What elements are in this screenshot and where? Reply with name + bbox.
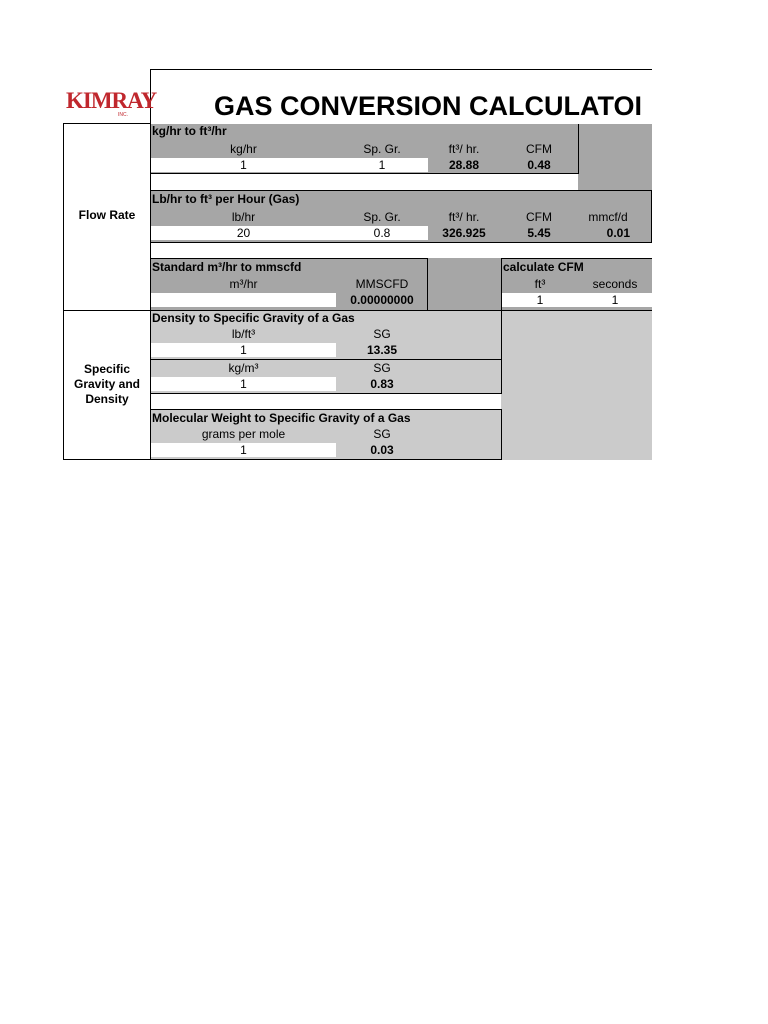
m3-title: Standard m³/hr to mmscfd [152,260,302,274]
specific-gravity-label-3: Density [85,392,129,406]
calc-cfm-title: calculate CFM [503,260,584,274]
density-header-kgm3: kg/m³ [228,361,259,375]
cfm-input-seconds[interactable]: 1 [578,293,652,307]
density-header-sg1: SG [373,327,391,341]
m3-header-mmscfd: MMSCFD [355,277,409,291]
specific-gravity-label-1: Specific [83,362,131,376]
density-result-sg2: 0.83 [370,377,394,391]
m3-header-m3: m³/hr [229,277,258,291]
lb-input-spgr[interactable]: 0.8 [336,226,428,240]
mw-input-gpm[interactable]: 1 [151,443,336,457]
kimray-logo [66,88,157,122]
lb-result-cfm: 5.45 [527,226,551,240]
lb-to-ft3-title: Lb/hr to ft³ per Hour (Gas) [152,192,300,206]
gap-kg-block [151,174,652,191]
cfm-input-ft3[interactable]: 1 [502,293,578,307]
kg-header-ft3: ft³/ hr. [448,142,480,156]
kg-input-kg[interactable]: 1 [151,158,336,172]
density-title: Density to Specific Gravity of a Gas [152,311,355,325]
kg-result-cfm: 0.48 [527,158,551,172]
kg-to-ft3-title: kg/hr to ft³/hr [152,124,227,138]
kg-result-ft3: 28.88 [448,158,480,172]
m3-input[interactable] [151,293,336,307]
kg-block-right-fill [578,124,652,191]
kg-header-cfm: CFM [526,142,552,156]
page-title: GAS CONVERSION CALCULATOI [214,91,643,121]
lb-result-mmcfd: 0.01 [606,226,630,240]
specific-gravity-label-2: Gravity and [73,377,141,391]
lb-header-spgr: Sp. Gr. [363,210,401,224]
density-input-kgm3[interactable]: 1 [151,377,336,391]
kg-header-spgr: Sp. Gr. [363,142,401,156]
mw-result-sg: 0.03 [370,443,394,457]
density-divider [151,359,502,360]
density-header-sg2: SG [373,361,391,375]
gap-lb-block [151,242,652,258]
lb-header-cfm: CFM [526,210,552,224]
mw-header-gpm: grams per mole [201,427,286,441]
lb-header-ft3: ft³/ hr. [448,210,480,224]
m3-result-mmscfd: 0.00000000 [350,293,414,307]
kg-input-spgr[interactable]: 1 [336,158,428,172]
lb-header-mmcfd: mmcf/d [588,210,628,224]
cfm-header-ft3: ft³ [534,277,546,291]
mw-header-sg: SG [373,427,391,441]
flow-rate-label: Flow Rate [78,208,136,222]
lb-result-ft3: 326.925 [442,226,486,240]
lb-input-lb[interactable]: 20 [151,226,336,240]
logo-text: KIMRAY [66,88,157,113]
logo-sub: INC. [118,112,128,118]
density-input-lbft3[interactable]: 1 [151,343,336,357]
density-result-sg1: 13.35 [366,343,398,357]
cfm-header-seconds: seconds [592,277,638,291]
density-header-lbft3: lb/ft³ [231,327,256,341]
lb-header-lb: lb/hr [231,210,256,224]
mw-title: Molecular Weight to Specific Gravity of a Gas [152,411,411,425]
sg-gap [151,393,501,409]
kg-header-kg: kg/hr [230,142,257,156]
